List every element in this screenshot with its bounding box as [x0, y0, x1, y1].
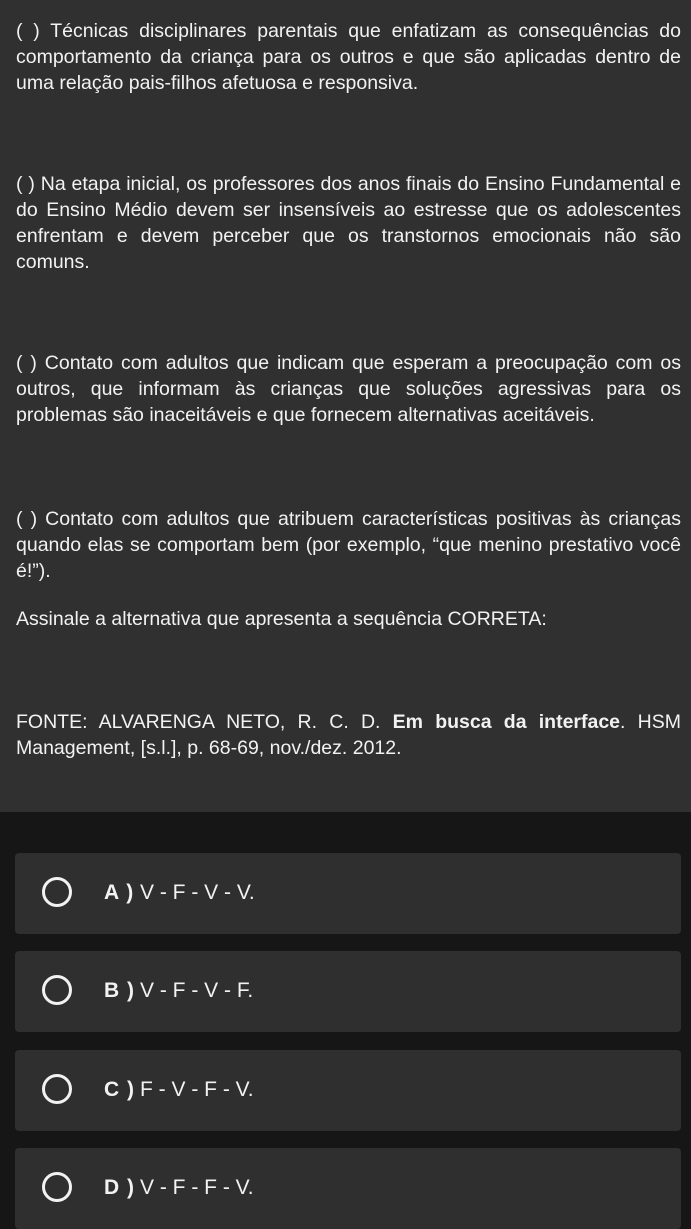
statement-1: ( ) Técnicas disciplinares parentais que enfatizam as consequências do comportamento da criança para os outros e que são aplicadas dentro de uma relação pais-filhos afetuosa e responsiva. — [16, 20, 681, 94]
option-b-text: V - F - V - F. — [140, 979, 254, 1002]
statement-2: ( ) Na etapa inicial, os professores dos anos finais do Ensino Fundamental e do Ensino Médio devem ser insensíveis ao estresse que os adolescentes enfrentam e devem perceber que os transtornos emocionais não são comuns. — [16, 173, 681, 273]
option-a[interactable] — [15, 853, 681, 934]
source-prefix: FONTE: ALVARENGA NETO, R. C. D. — [16, 711, 393, 733]
radio-icon[interactable] — [42, 1172, 72, 1202]
instruction-text: Assinale a alternativa que apresenta a sequência CORRETA: — [16, 608, 547, 630]
statement-3: ( ) Contato com adultos que indicam que esperam a preocupação com os outros, que informam às crianças que soluções agressivas para os problemas são inaceitáveis e que fornecem alternativas aceitáveis. — [16, 352, 681, 426]
radio-icon[interactable] — [42, 877, 72, 907]
option-c-letter: C ) — [104, 1078, 135, 1101]
option-b[interactable] — [15, 951, 681, 1032]
option-d-text: V - F - F - V. — [140, 1176, 254, 1199]
source-suffix: . HSM Management, [s.l.], p. 68-69, nov./dez. 2012. — [16, 711, 681, 759]
option-b-letter: B ) — [104, 979, 135, 1002]
option-d-letter: D ) — [104, 1176, 135, 1199]
radio-icon[interactable] — [42, 1074, 72, 1104]
option-c-text: F - V - F - V. — [140, 1078, 254, 1101]
option-c[interactable] — [15, 1050, 681, 1131]
source-citation — [16, 709, 681, 761]
answer-options — [0, 812, 691, 1210]
option-a-letter: A ) — [104, 881, 135, 904]
radio-icon[interactable] — [42, 975, 72, 1005]
statement-4: ( ) Contato com adultos que atribuem características positivas às crianças quando elas se comportam bem (por exemplo, “que menino prestativo você é!”). — [16, 508, 681, 582]
option-a-text: V - F - V - V. — [140, 881, 255, 904]
option-d[interactable] — [15, 1148, 681, 1229]
source-title: Em busca da interface — [392, 711, 621, 733]
